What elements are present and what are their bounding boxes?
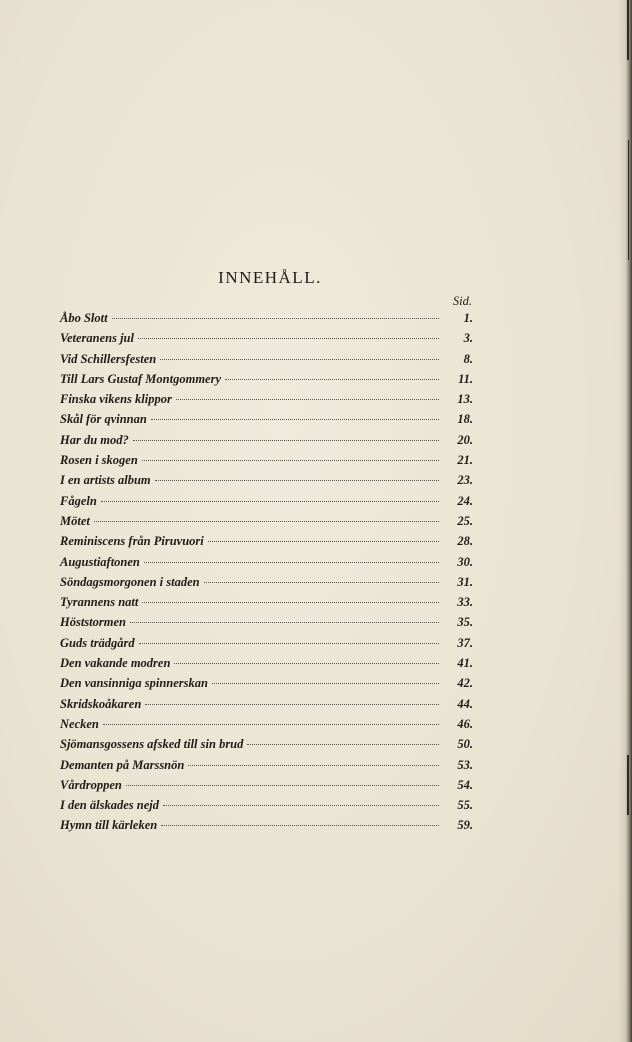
- toc-entry-title: Guds trädgård: [60, 635, 135, 650]
- toc-entry-page: 23.: [457, 473, 473, 488]
- toc-entry-title: Tyrannens natt: [60, 595, 139, 610]
- toc-entry-title: Finska vikens klippor: [60, 392, 172, 407]
- toc-entry-page: 30.: [457, 554, 473, 569]
- table-of-contents: [60, 311, 473, 839]
- toc-entry: [60, 615, 473, 635]
- toc-entry: [60, 453, 473, 473]
- dot-leader: [204, 582, 439, 583]
- toc-entry-page: 11.: [458, 371, 473, 386]
- toc-entry-title: Necken: [60, 716, 99, 731]
- toc-entry-page: 53.: [457, 757, 473, 772]
- toc-entry: [60, 311, 473, 331]
- toc-entry: [60, 534, 473, 554]
- toc-entry-page: 44.: [457, 696, 473, 711]
- toc-entry-title: Hymn till kärleken: [60, 818, 158, 833]
- dot-leader: [142, 460, 439, 461]
- toc-entry-page: 42.: [457, 676, 473, 691]
- toc-entry-page: 13.: [457, 392, 473, 407]
- toc-entry: [60, 656, 473, 676]
- toc-entry-title: Reminiscens från Piruvuori: [60, 534, 204, 549]
- toc-entry-page: 54.: [457, 777, 473, 792]
- dot-leader: [103, 724, 439, 725]
- toc-entry: [60, 352, 473, 372]
- dot-leader: [176, 399, 439, 400]
- toc-entry: [60, 372, 473, 392]
- dot-leader: [145, 704, 439, 705]
- toc-entry-title: Skål för qvinnan: [60, 412, 147, 427]
- toc-entry: [60, 514, 473, 534]
- page-edge-shadow: [618, 0, 632, 1042]
- toc-entry-page: 24.: [457, 493, 473, 508]
- dot-leader: [101, 501, 439, 502]
- dot-leader: [208, 541, 439, 542]
- dot-leader: [155, 480, 439, 481]
- toc-entry-page: 18.: [457, 412, 473, 427]
- toc-entry-page: 33.: [457, 595, 473, 610]
- dot-leader: [144, 562, 439, 563]
- toc-entry-page: 3.: [463, 331, 473, 346]
- page-edge-line: [627, 755, 629, 815]
- dot-leader: [225, 379, 439, 380]
- toc-entry-title: Har du mod?: [60, 432, 129, 447]
- toc-entry-title: Åbo Slott: [60, 311, 108, 325]
- toc-entry-title: Mötet: [60, 513, 90, 528]
- toc-entry-page: 21.: [457, 453, 473, 468]
- toc-entry-title: Den vansinniga spinnerskan: [60, 676, 208, 691]
- toc-entry: [60, 778, 473, 798]
- toc-entry-title: Till Lars Gustaf Montgommery: [60, 371, 222, 386]
- toc-entry: [60, 595, 473, 615]
- page-edge-line: [627, 0, 629, 60]
- toc-entry-title: Sjömansgossens afsked till sin brud: [60, 737, 244, 752]
- page-column-header: Sid.: [452, 294, 472, 308]
- toc-entry: [60, 676, 473, 696]
- toc-entry: [60, 433, 473, 453]
- dot-leader: [139, 643, 439, 644]
- toc-entry-page: 28.: [457, 534, 473, 549]
- toc-entry-title: Demanten på Marssnön: [60, 757, 185, 772]
- toc-entry-page: 20.: [457, 432, 473, 447]
- toc-entry-page: 41.: [457, 656, 473, 671]
- toc-entry-title: Augustiaftonen: [60, 554, 140, 569]
- toc-entry: [60, 758, 473, 778]
- toc-entry-title: Fågeln: [60, 493, 97, 508]
- toc-entry-title: I den älskades nejd: [60, 798, 159, 813]
- toc-entry-page: 55.: [457, 798, 473, 813]
- toc-entry: [60, 818, 473, 838]
- toc-entry-title: Vårdroppen: [60, 777, 122, 792]
- toc-entry: [60, 555, 473, 575]
- toc-entry-page: 31.: [457, 574, 473, 589]
- toc-entry-page: 50.: [457, 737, 473, 752]
- dot-leader: [163, 805, 439, 806]
- dot-leader: [174, 663, 439, 664]
- toc-entry-title: Den vakande modren: [60, 656, 171, 671]
- dot-leader: [138, 338, 439, 339]
- toc-entry: [60, 636, 473, 656]
- toc-entry-page: 37.: [457, 635, 473, 650]
- toc-entry: [60, 412, 473, 432]
- toc-entry: [60, 494, 473, 514]
- toc-entry-title: Vid Schillersfesten: [60, 351, 157, 366]
- toc-entry: [60, 717, 473, 737]
- dot-leader: [142, 602, 439, 603]
- dot-leader: [112, 318, 439, 319]
- toc-entry-page: 46.: [457, 716, 473, 731]
- toc-entry-title: Söndagsmorgonen i staden: [60, 574, 200, 589]
- toc-entry-page: 35.: [457, 615, 473, 630]
- toc-entry-title: Rosen i skogen: [60, 453, 138, 468]
- contents-title: INNEHÅLL.: [218, 268, 322, 287]
- toc-entry-page: 59.: [457, 818, 473, 833]
- dot-leader: [126, 785, 439, 786]
- dot-leader: [188, 765, 439, 766]
- dot-leader: [161, 825, 439, 826]
- dot-leader: [94, 521, 439, 522]
- toc-entry-title: Höststormen: [60, 615, 126, 630]
- toc-entry: [60, 331, 473, 351]
- toc-entry-title: I en artists album: [60, 473, 151, 488]
- dot-leader: [133, 440, 439, 441]
- toc-entry-title: Veteranens jul: [60, 331, 134, 346]
- toc-entry: [60, 575, 473, 595]
- toc-entry-page: 8.: [463, 351, 473, 366]
- page-edge-line: [628, 140, 629, 260]
- toc-entry-page: 1.: [463, 311, 473, 325]
- dot-leader: [151, 419, 439, 420]
- dot-leader: [212, 683, 439, 684]
- toc-entry-title: Skridskoåkaren: [60, 696, 142, 711]
- toc-entry-page: 25.: [457, 513, 473, 528]
- dot-leader: [160, 359, 439, 360]
- toc-entry: [60, 392, 473, 412]
- toc-entry: [60, 473, 473, 493]
- toc-entry: [60, 737, 473, 757]
- toc-entry: [60, 798, 473, 818]
- dot-leader: [130, 622, 439, 623]
- dot-leader: [247, 744, 439, 745]
- toc-entry: [60, 697, 473, 717]
